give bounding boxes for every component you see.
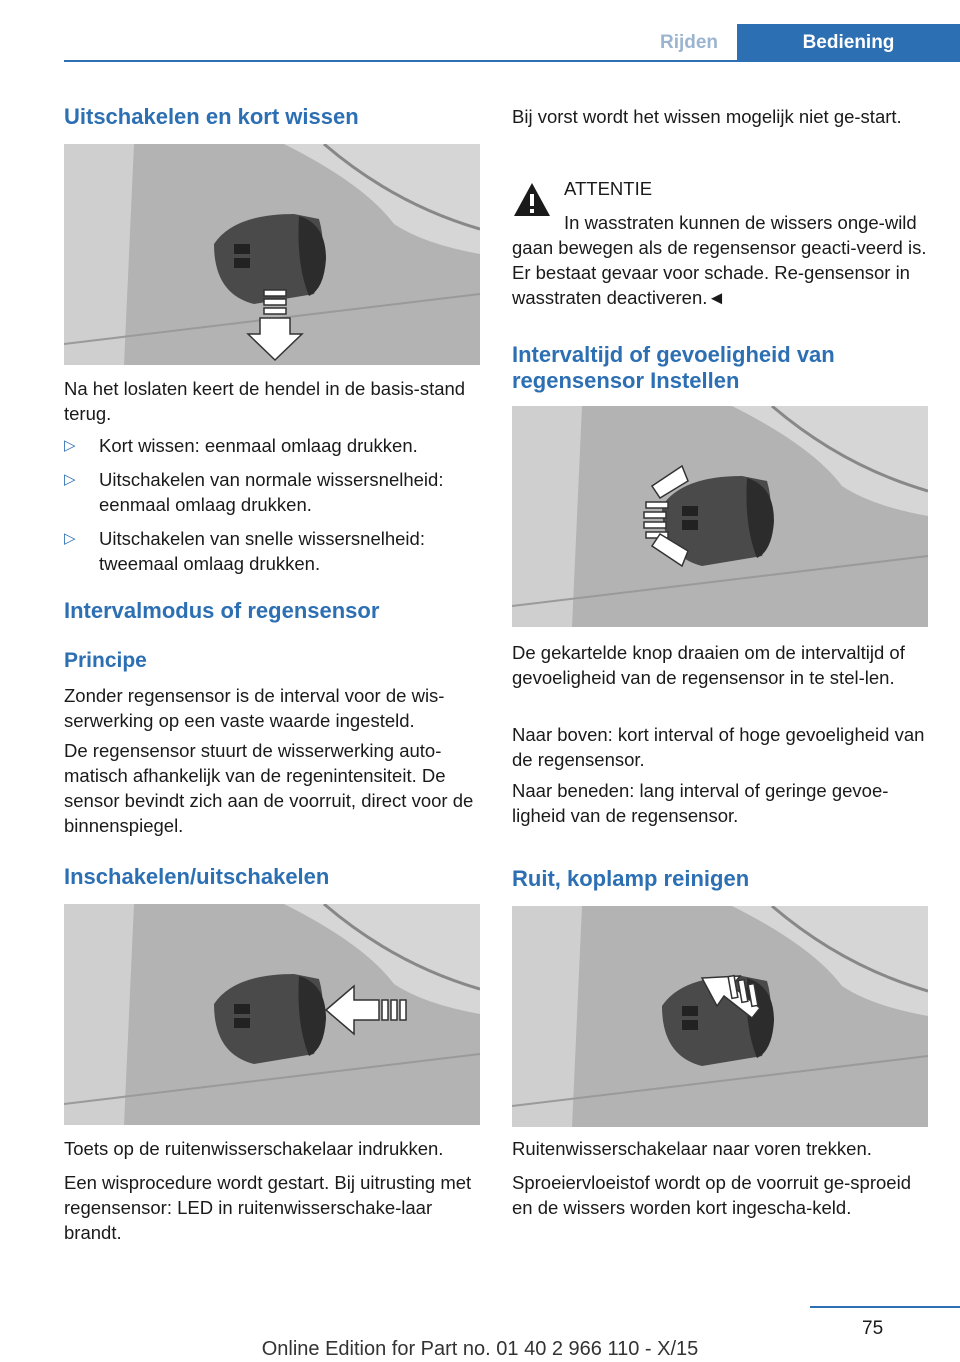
list-item: ▷ Kort wissen: eenmaal omlaag drukken. [64,435,418,456]
text-toets: Toets op de ruitenwisserschakelaar indrukken. [64,1138,444,1159]
triangle-bullet-icon: ▷ [64,530,76,547]
list-item: ▷ Uitschakelen van snelle wissersnelheid: tweemaal omlaag drukken. [64,528,425,574]
warning-text: In wasstraten kunnen de wissers onge-wild gaan bewegen als de regensensor geacti-veerd is. Er bestaat gevaar voor schade. Re-gensensor in wasstraten deactiveren.◄ [512,212,927,308]
text-principe-1: Zonder regensensor is de interval voor de wis-serwerking op een vaste waarde ingesteld. [64,685,445,731]
footer-rule [810,1306,960,1308]
figure-stalk-press [64,904,480,1125]
triangle-bullet-icon: ▷ [64,437,76,454]
text-basisstand: Na het loslaten keert de hendel in de basis-stand terug. [64,378,466,424]
text-wisprocedure: Een wisprocedure wordt gestart. Bij uitrusting met regensensor: LED in ruitenwisserschake-laar brandt. [64,1172,472,1243]
triangle-bullet-icon: ▷ [64,471,76,488]
bullet-list [64,433,480,585]
text-trekken: Ruitenwisserschakelaar naar voren trekken. [512,1138,872,1159]
text-vorst: Bij vorst wordt het wissen mogelijk niet ge-start. [512,106,902,127]
figure-stalk-down [64,144,480,365]
heading-intervalmodus: Intervalmodus of regensensor [64,598,380,623]
list-item: ▷ Uitschakelen van normale wissersnelheid: eenmaal omlaag drukken. [64,469,444,515]
footer-edition: Online Edition for Part no. 01 40 2 966 110 - X/15 [261,1338,699,1360]
warning-title: ATTENTIE [564,178,653,199]
figure-knob-rotate [512,406,928,627]
text-sproeiervloeistof: Sproeiervloeistof wordt op de voorruit ge-sproeid en de wissers worden kort ingescha-keld. [512,1172,911,1218]
page-number: 75 [862,1318,884,1339]
heading-uitschakelen: Uitschakelen en kort wissen [64,104,359,129]
heading-ruit-koplamp: Ruit, koplamp reinigen [512,866,750,891]
heading-intervaltijd: Intervaltijd of gevoeligheid van regensensor Instellen [512,342,835,393]
tab-rijden[interactable]: Rijden [641,24,737,62]
tab-bediening[interactable]: Bediening [737,24,960,62]
text-gekarteld: De gekartelde knop draaien om de intervaltijd of gevoeligheid van de regensensor in te stel-len. [512,642,905,688]
text-naar-beneden: Naar beneden: lang interval of geringe gevoe-ligheid van de regensensor. [512,780,889,826]
heading-principe: Principe [64,649,147,672]
text-naar-boven: Naar boven: kort interval of hoge gevoeligheid van de regensensor. [512,724,925,770]
heading-inschakelen: Inschakelen/uitschakelen [64,864,330,889]
figure-stalk-pull [512,906,928,1127]
header-rule [64,60,960,62]
text-principe-2: De regensensor stuurt de wisserwerking auto-matisch afhankelijk van de regenintensiteit. De sensor bevindt zich aan de voorruit, direct voor de binnenspiegel. [64,740,474,836]
